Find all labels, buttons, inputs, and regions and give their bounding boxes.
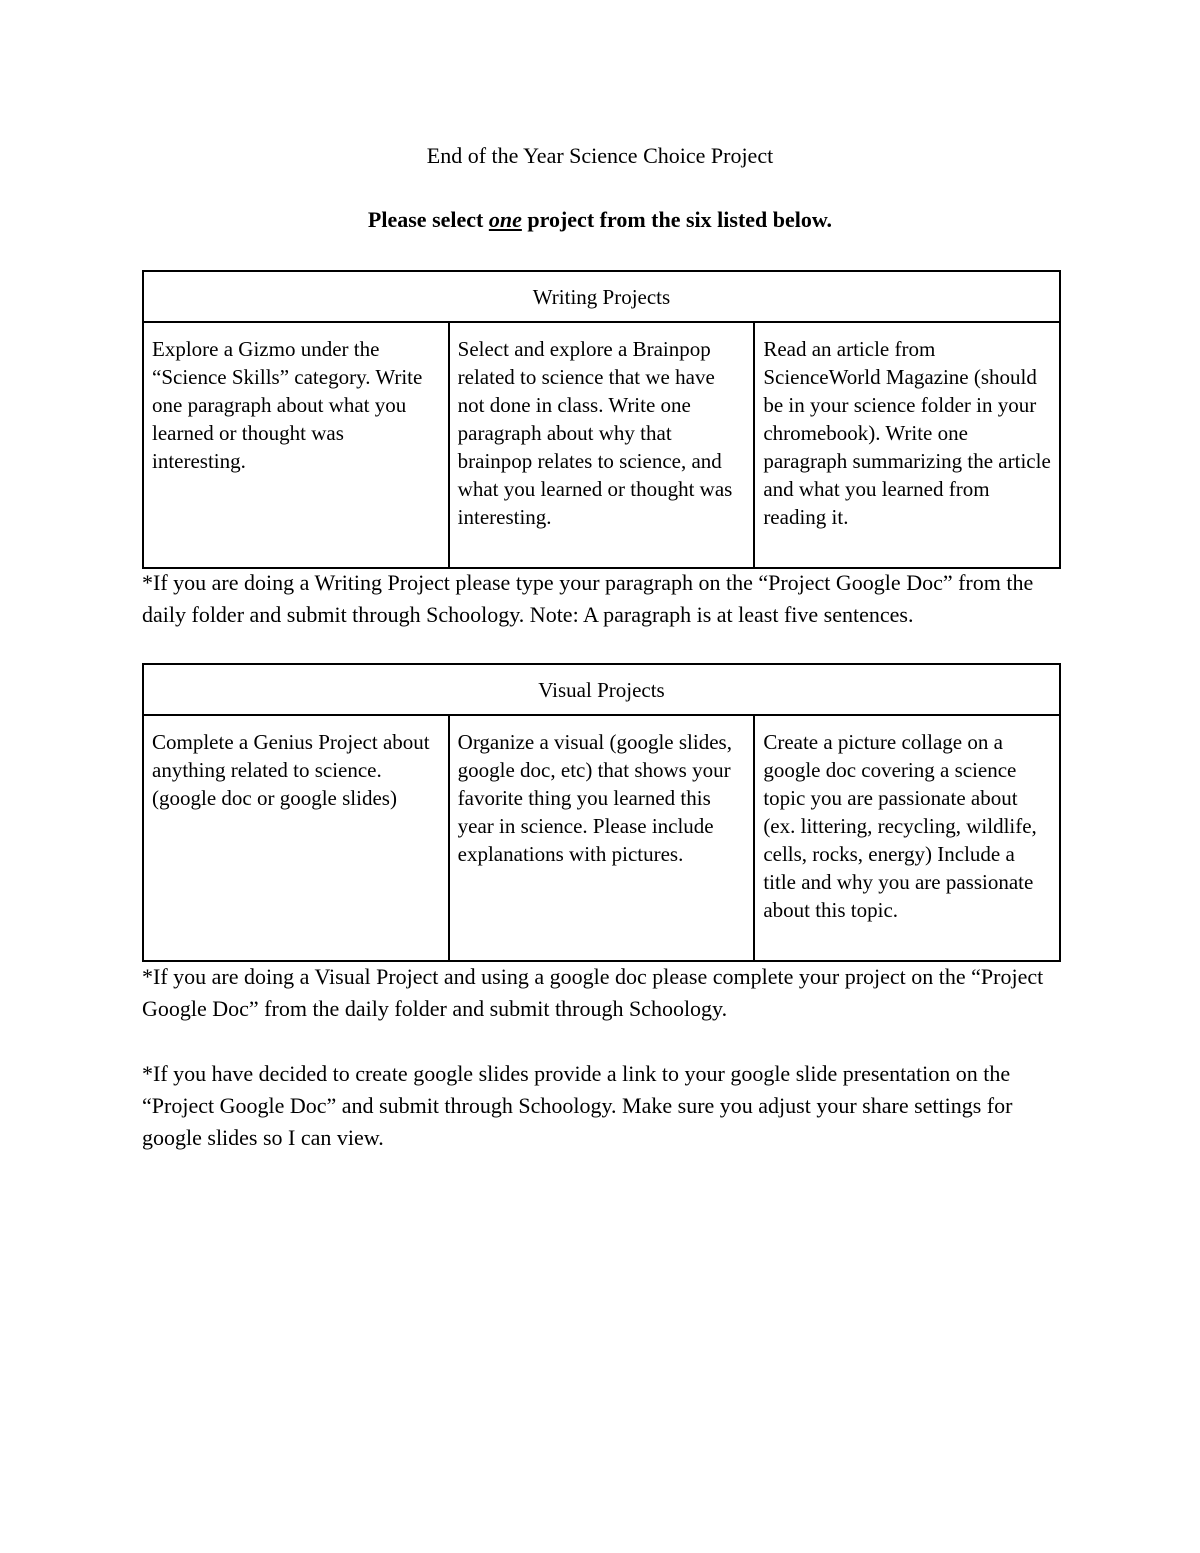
instruction-line <box>0 206 1200 234</box>
visual-projects-heading: Visual Projects <box>143 664 1060 715</box>
visual-projects-table <box>142 663 1061 962</box>
writing-option-brainpop: Select and explore a Brainpop related to science that we have not done in class. Write one paragraph about why that brainpop relates to science, and what you learned or thought was interesting. <box>449 322 755 568</box>
visual-option-organize: Organize a visual (google slides, google doc, etc) that shows your favorite thing you learned this year in science. Please include explanations with pictures. <box>449 715 755 961</box>
writing-projects-heading: Writing Projects <box>143 271 1060 322</box>
writing-options-row <box>143 322 1060 568</box>
visual-option-collage: Create a picture collage on a google doc covering a science topic you are passionate about (ex. littering, recycling, wildlife, cells, rocks, energy) Include a title and why you are passionate about this topic. <box>754 715 1060 961</box>
visual-option-genius: Complete a Genius Project about anything related to science. (google doc or google slides) <box>143 715 449 961</box>
instruction-emphasis: one <box>488 207 522 232</box>
writing-project-note: *If you are doing a Writing Project please type your paragraph on the “Project Google Doc” from the daily folder and submit through Schoology. Note: A paragraph is at least five sentences. <box>142 570 1034 627</box>
writing-header-row <box>143 271 1060 322</box>
writing-option-scienceworld: Read an article from ScienceWorld Magazine (should be in your science folder in your chromebook). Write one paragraph summarizing the article and what you learned from reading it. <box>754 322 1060 568</box>
writing-projects-table <box>142 270 1061 569</box>
google-slides-note: *If you have decided to create google slides provide a link to your google slide presentation on the “Project Google Doc” and submit through Schoology. Make sure you adjust your share settings for google slides so I can view. <box>142 1061 1013 1150</box>
writing-option-gizmo: Explore a Gizmo under the “Science Skills” category. Write one paragraph about what you learned or thought was interesting. <box>143 322 449 568</box>
visual-project-note: *If you are doing a Visual Project and using a google doc please complete your project on the “Project Google Doc” from the daily folder and submit through Schoology. <box>142 964 1044 1021</box>
visual-header-row <box>143 664 1060 715</box>
visual-options-row <box>143 715 1060 961</box>
page-title: End of the Year Science Choice Project <box>426 143 774 168</box>
instruction-before: Please select <box>367 207 489 232</box>
instruction-after: project from the six listed below. <box>521 207 833 232</box>
